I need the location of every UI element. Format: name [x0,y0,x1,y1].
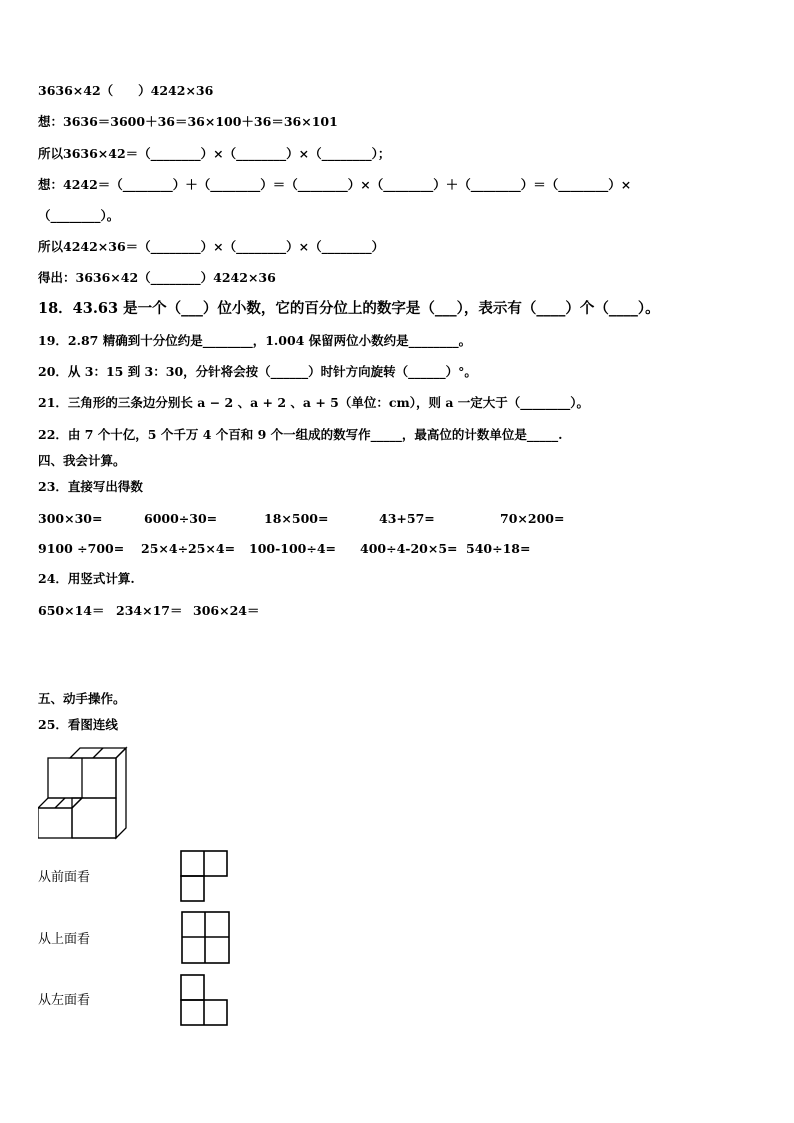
q21: 21．三角形的三条边分别长 a − 2 、a + 2 、a + 5（单位：cm），则 a 一定大于（________）。 [38,395,590,410]
q17-so-2: 所以4242×36＝（________）×（________）×（________） [38,239,385,254]
q25-title: 25．看图连线 [38,717,118,732]
section-4-heading: 四、我会计算。 [38,453,126,468]
section-5-heading: 五、动手操作。 [38,691,126,706]
q22: 22．由 7 个十亿，5 个千万 4 个百和 9 个一组成的数写作_____，最高位的计数单位是_____. [38,427,563,442]
q23-row1-item: 6000÷30= [144,511,218,526]
q23-row2-item: 100-100÷4= [249,541,337,556]
q24-item: 306×24＝ [193,603,260,618]
q23-row2-item: 9100 ÷700= [38,541,125,556]
q23-row2-item: 400÷4-20×5= [360,541,458,556]
q23-row2-item: 540÷18= [466,541,531,556]
cube-stack-figure [38,744,138,844]
q17-so-1: 所以3636×42＝（________）×（________）×（________）； [38,146,391,161]
q18: 18．43.63 是一个（___）位小数，它的百分位上的数字是（___），表示有（____）个（____）。 [38,300,660,317]
q23-row2-item: 25×4÷25×4= [141,541,236,556]
view-shape-top [180,910,232,966]
q23-title: 23．直接写出得数 [38,479,143,494]
q23-row1-item: 70×200= [500,511,565,526]
view-label-left: 从左面看 [38,993,91,1008]
q17-result: 得出：3636×42（________）4242×36 [38,270,276,285]
view-label-top: 从上面看 [38,932,91,947]
q24-item: 650×14＝ [38,603,105,618]
view-shape-left [179,973,231,1029]
q24-title: 24．用竖式计算. [38,571,135,586]
view-shape-front [179,849,231,905]
q23-row1-item: 43+57= [379,511,435,526]
q23-row1-item: 18×500= [264,511,329,526]
q24-item: 234×17＝ [116,603,183,618]
q19: 19．2.87 精确到十分位约是________，1.004 保留两位小数约是________。 [38,333,472,348]
q17-compare: 3636×42（ ）4242×36 [38,83,214,98]
q17-think-2-cont: （________）。 [38,208,120,223]
q23-row1-item: 300×30= [38,511,103,526]
view-label-front: 从前面看 [38,870,91,885]
q20: 20．从 3：15 到 3：30，分针将会按（______）时针方向旋转（______）°。 [38,364,477,379]
q17-think-1: 想：3636＝3600＋36＝36×100＋36＝36×101 [38,114,338,129]
q17-think-2: 想：4242＝（________）＋（________）＝（________）×（________）＋（________）＝（________）× [38,177,632,192]
